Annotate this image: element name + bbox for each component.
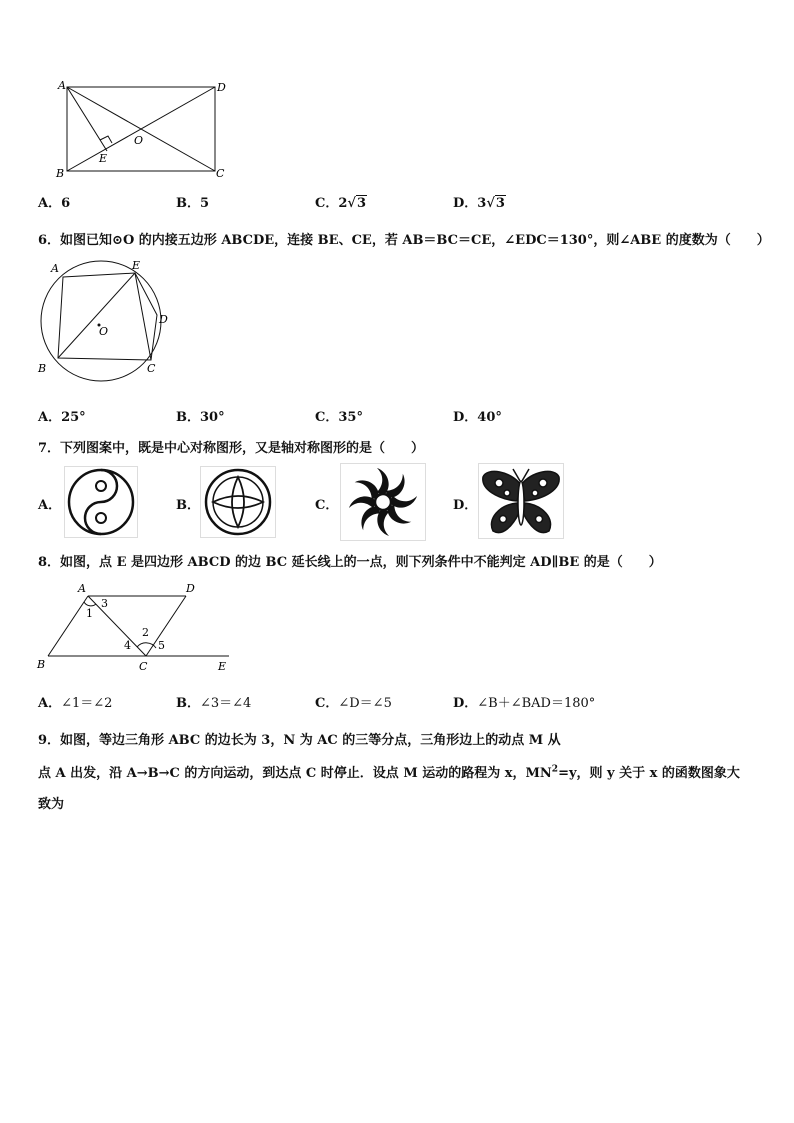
label-D: D <box>159 313 168 326</box>
label-B: B <box>37 658 46 671</box>
option-text: ∠D＝∠5 <box>338 696 392 711</box>
q8-stem: 8．如图，点 E 是四边形 ABCD 的边 BC 延长线上的一点，则下列条件中不能判定 AD∥BE 的是（ ） <box>38 555 662 570</box>
sqrt-radicand: 3 <box>495 196 505 211</box>
sqrt-radicand: 3 <box>356 196 366 211</box>
option-letter: B． <box>176 196 200 211</box>
label-O: O <box>134 134 144 147</box>
label-A: A <box>58 79 66 92</box>
q6-stem: 6．如图已知⊙O 的内接五边形 ABCDE，连接 BE、CE，若 AB＝BC＝CE，∠EDC＝130°，则∠ABE 的度数为（ ） <box>38 233 770 248</box>
option-text: ∠1＝∠2 <box>61 696 113 711</box>
angle-1-label: 1 <box>86 607 93 620</box>
q5-option-c[interactable] <box>315 192 367 211</box>
label-C: C <box>216 167 225 180</box>
angle-5-label: 5 <box>158 639 165 652</box>
option-letter: D． <box>453 696 478 711</box>
label-O: O <box>99 325 109 338</box>
q7-option-a-letter[interactable]: A． <box>38 498 62 513</box>
option-text: 40° <box>477 410 502 425</box>
q6-option-a[interactable] <box>38 406 86 425</box>
q7-option-d-letter[interactable]: D． <box>453 498 478 513</box>
four-petal-circle-icon[interactable] <box>200 466 276 542</box>
angle-3-label: 3 <box>101 597 108 610</box>
option-coefficient: 3 <box>477 196 487 211</box>
option-letter: B． <box>176 696 200 711</box>
option-letter: C． <box>315 410 339 425</box>
label-C: C <box>139 660 148 673</box>
q5-option-d[interactable] <box>453 192 506 211</box>
option-coefficient: 2 <box>338 196 348 211</box>
sqrt-symbol: √3 <box>486 196 505 211</box>
option-text: 30° <box>200 410 225 425</box>
label-E: E <box>99 152 108 165</box>
q7-option-c-letter[interactable]: C． <box>315 498 339 513</box>
option-letter: D． <box>453 196 478 211</box>
q9-line2-post: =y，则 y 关于 x 的函数图象大 <box>558 766 740 781</box>
q9-stem-line2 <box>38 762 740 781</box>
label-D: D <box>217 81 226 94</box>
pinwheel-flower-icon[interactable] <box>340 463 426 545</box>
q7-stem: 7．下列图案中，既是中心对称图形，又是轴对称图形的是（ ） <box>38 441 425 456</box>
label-D: D <box>186 582 195 595</box>
q6-figure <box>34 255 184 385</box>
option-text: 25° <box>61 410 86 425</box>
q6-option-c[interactable] <box>315 406 363 425</box>
label-C: C <box>147 362 156 375</box>
option-text: 5 <box>200 196 210 211</box>
option-text: 6 <box>61 196 71 211</box>
label-A: A <box>51 262 59 275</box>
q6-option-b[interactable] <box>176 406 225 425</box>
option-text: ∠B＋∠BAD＝180° <box>477 696 596 711</box>
q5-option-b[interactable] <box>176 192 209 211</box>
q6-option-d[interactable] <box>453 406 502 425</box>
option-letter: A． <box>38 410 62 425</box>
option-letter: C． <box>315 196 339 211</box>
option-letter: B． <box>176 410 200 425</box>
label-E: E <box>132 259 141 272</box>
angle-4-label: 4 <box>124 639 131 652</box>
label-E: E <box>218 660 227 673</box>
label-B: B <box>56 167 65 180</box>
q8-option-d[interactable] <box>453 692 595 711</box>
option-letter: D． <box>453 410 478 425</box>
option-letter: A． <box>38 196 62 211</box>
label-A: A <box>78 582 86 595</box>
superscript-2: 2 <box>551 764 559 775</box>
q5-option-a[interactable] <box>38 192 70 211</box>
butterfly-icon[interactable] <box>478 463 564 543</box>
inscribed-pentagon-diagram <box>34 255 184 385</box>
option-text: 35° <box>338 410 363 425</box>
q9-line2-pre: 点 A 出发，沿 A→B→C 的方向运动，到达点 C 时停止．设点 M 运动的路程为 x，MN <box>38 766 552 781</box>
q9-stem-line1: 9．如图，等边三角形 ABC 的边长为 3，N 为 AC 的三等分点，三角形边上的动点 M 从 <box>38 733 561 748</box>
option-letter: C． <box>315 696 339 711</box>
q9-stem-line3: 致为 <box>38 797 65 812</box>
q7-option-b-letter[interactable]: B． <box>176 498 200 513</box>
q5-figure <box>50 76 240 186</box>
angle-2-label: 2 <box>142 626 149 639</box>
sqrt-symbol: √3 <box>347 196 366 211</box>
rectangle-diagram <box>50 76 240 186</box>
q8-option-a[interactable] <box>38 692 112 711</box>
q8-option-b[interactable] <box>176 692 251 711</box>
q8-figure <box>34 578 239 676</box>
yin-yang-icon[interactable] <box>64 466 138 542</box>
option-letter: A． <box>38 696 62 711</box>
label-B: B <box>38 362 47 375</box>
q8-option-c[interactable] <box>315 692 392 711</box>
quadrilateral-diagram <box>34 578 239 676</box>
option-text: ∠3＝∠4 <box>200 696 252 711</box>
